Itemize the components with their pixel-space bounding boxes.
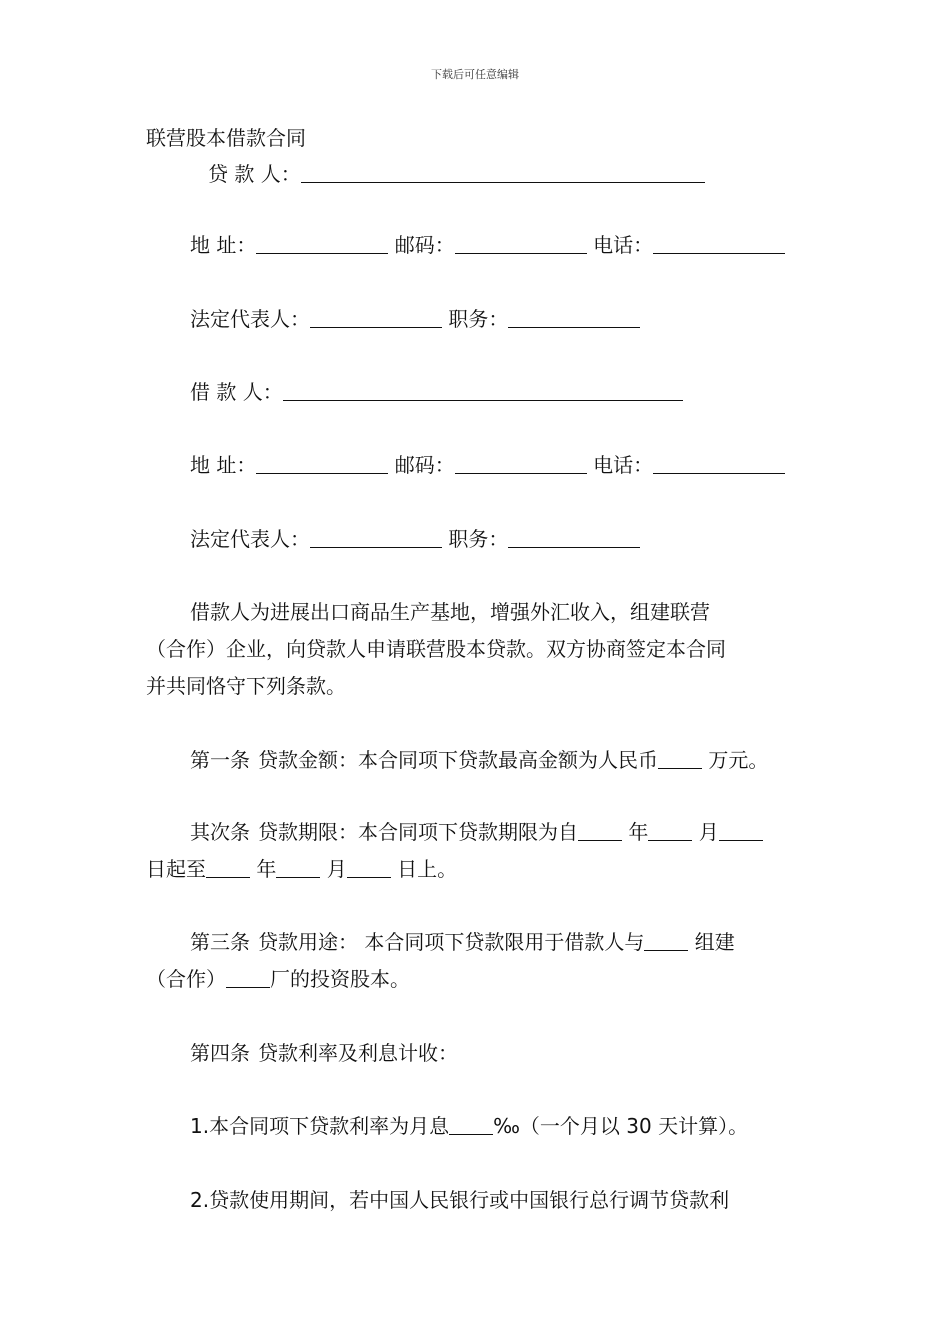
start-year-field[interactable] [578, 820, 622, 841]
address-label: 地 址： [190, 233, 257, 257]
rep-label: 法定代表人： [190, 527, 310, 551]
year-label: 年 [256, 857, 277, 881]
loan-amount-field[interactable] [658, 748, 702, 769]
lender-row [208, 160, 705, 188]
borrower-zip-field[interactable] [455, 453, 587, 474]
month-label: 月 [326, 857, 347, 881]
article-3-heading: 第三条 [190, 930, 250, 954]
borrower-rep-row [190, 525, 640, 553]
start-tail: 日起至 [146, 857, 206, 881]
article-1-text: 贷款金额：本合同项下贷款最高金额为人民币 [258, 748, 658, 772]
lender-rep-row [190, 305, 640, 333]
borrower-position-field[interactable] [508, 527, 640, 548]
lender-address-field[interactable] [256, 233, 388, 254]
intro-line-1: 借款人为进展出口商品生产基地，增强外汇收入，组建联营 [190, 600, 710, 624]
intro-line-2: （合作）企业，向贷款人申请联营股本贷款。双方协商签定本合同 [146, 637, 726, 661]
start-month-field[interactable] [648, 820, 692, 841]
factory-field[interactable] [226, 967, 270, 988]
address-label: 地 址： [190, 453, 257, 477]
article-3-line-2 [146, 961, 810, 998]
end-year-field[interactable] [206, 857, 250, 878]
article-3 [146, 924, 810, 998]
borrower-name-field[interactable] [283, 380, 683, 401]
article-3-line-1 [146, 924, 810, 961]
article-3-end: 厂的投资股本。 [270, 967, 410, 991]
article-4-text: 贷款利率及利息计收： [258, 1041, 458, 1065]
item-2 [190, 1186, 729, 1214]
borrower-rep-field[interactable] [310, 527, 442, 548]
rep-label: 法定代表人： [190, 307, 310, 331]
article-3-text: 贷款用途： 本合同项下贷款限用于借款人与 [258, 930, 645, 954]
intro-paragraph [146, 594, 810, 705]
phone-label: 电话： [593, 233, 654, 257]
end-month-field[interactable] [276, 857, 320, 878]
item-1-tail: ‰（一个月以 30 天计算）。 [493, 1114, 749, 1138]
article-4 [190, 1039, 458, 1067]
position-label: 职务： [448, 527, 509, 551]
header-note: 下载后可任意编辑 [431, 68, 519, 81]
article-1-tail: 万元。 [708, 748, 769, 772]
article-3-coop: （合作） [146, 967, 226, 991]
lender-label: 贷 款 人： [208, 162, 301, 186]
article-4-heading: 第四条 [190, 1041, 250, 1065]
position-label: 职务： [448, 307, 509, 331]
borrower-address-row [190, 451, 785, 479]
phone-label: 电话： [593, 453, 654, 477]
item-1-text: 1.本合同项下贷款利率为月息 [190, 1114, 450, 1138]
borrower-address-field[interactable] [256, 453, 388, 474]
zip-label: 邮码： [394, 233, 455, 257]
article-2-line-2 [146, 851, 810, 888]
end-day-field[interactable] [347, 857, 391, 878]
lender-address-row [190, 231, 785, 259]
lender-rep-field[interactable] [310, 307, 442, 328]
end-tail: 日上。 [397, 857, 458, 881]
lender-name-field[interactable] [301, 162, 705, 183]
article-2-line-1 [146, 814, 810, 851]
start-day-field[interactable] [719, 820, 763, 841]
borrower-phone-field[interactable] [653, 453, 785, 474]
lender-phone-field[interactable] [653, 233, 785, 254]
article-2-text: 贷款期限：本合同项下贷款期限为自 [258, 820, 578, 844]
borrower-row [190, 378, 683, 406]
lender-position-field[interactable] [508, 307, 640, 328]
article-1 [190, 746, 768, 774]
article-1-heading: 第一条 [190, 748, 250, 772]
zip-label: 邮码： [394, 453, 455, 477]
partner-field[interactable] [644, 930, 688, 951]
article-2-heading: 其次条 [190, 820, 250, 844]
document-title: 联营股本借款合同 [146, 126, 306, 150]
intro-line-3: 并共同恪守下列条款。 [146, 674, 346, 698]
year-label: 年 [628, 820, 649, 844]
article-3-tail: 组建 [694, 930, 735, 954]
interest-rate-field[interactable] [449, 1114, 493, 1135]
lender-zip-field[interactable] [455, 233, 587, 254]
month-label: 月 [698, 820, 719, 844]
item-1 [190, 1112, 748, 1140]
borrower-label: 借 款 人： [190, 380, 283, 404]
item-2-text: 2.贷款使用期间，若中国人民银行或中国银行总行调节贷款利 [190, 1188, 730, 1212]
article-2 [146, 814, 810, 888]
